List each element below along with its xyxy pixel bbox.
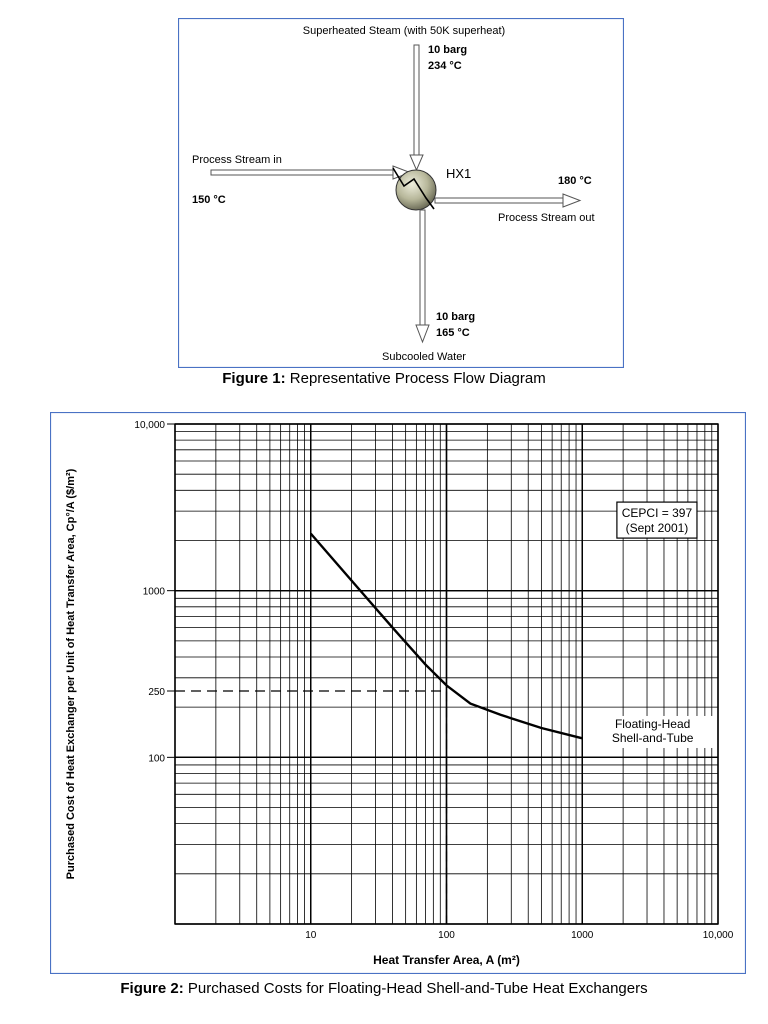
x-axis-label: Heat Transfer Area, A (m²) — [373, 953, 520, 967]
x-tick-label: 10 — [305, 930, 317, 941]
y-tick-label: 250 — [148, 687, 165, 699]
figure2-caption-label: Figure 2: — [120, 980, 184, 997]
x-tick-label: 1000 — [571, 930, 594, 941]
figure1-caption-text: Representative Process Flow Diagram — [285, 370, 546, 387]
x-tick-label: 10,000 — [702, 930, 734, 941]
series-label-line2: Shell-and-Tube — [611, 730, 694, 745]
water-out-pressure: 10 barg — [436, 311, 476, 323]
series-label-line1: Floating-Head — [614, 716, 691, 731]
steam-in-temp: 234 °C — [428, 60, 462, 72]
figure2-caption — [0, 980, 768, 997]
water-out-label: Subcooled Water — [382, 351, 466, 363]
exchanger-label: HX1 — [446, 166, 472, 181]
figure1-caption — [0, 370, 768, 387]
steam-in-pressure: 10 barg — [428, 44, 468, 56]
process-in-label: Process Stream in — [192, 154, 282, 166]
x-tick-label: 100 — [438, 930, 455, 941]
process-out-label: Process Stream out — [498, 212, 595, 224]
process-in-temp: 150 °C — [192, 194, 226, 206]
cepci-date: (Sept 2001) — [625, 521, 689, 536]
figure2-caption-text: Purchased Costs for Floating-Head Shell-and-Tube Heat Exchangers — [183, 980, 648, 997]
y-tick-label: 100 — [148, 753, 165, 765]
y-tick-label: 1000 — [142, 586, 165, 598]
figure1-caption-label: Figure 1: — [222, 370, 286, 387]
y-tick-label: 10,000 — [134, 420, 165, 431]
steam-in-label: Superheated Steam (with 50K superheat) — [302, 25, 506, 37]
y-axis-label: Purchased Cost of Heat Exchanger per Unit of Heat Transfer Area, Cp°/A ($/m²) — [65, 468, 77, 880]
process-out-temp: 180 °C — [558, 175, 592, 187]
water-out-temp: 165 °C — [436, 327, 470, 339]
cepci-value: CEPCI = 397 — [621, 506, 693, 521]
cost-chart — [50, 412, 746, 974]
process-flow-diagram — [178, 18, 624, 368]
cepci-annotation — [617, 502, 697, 538]
